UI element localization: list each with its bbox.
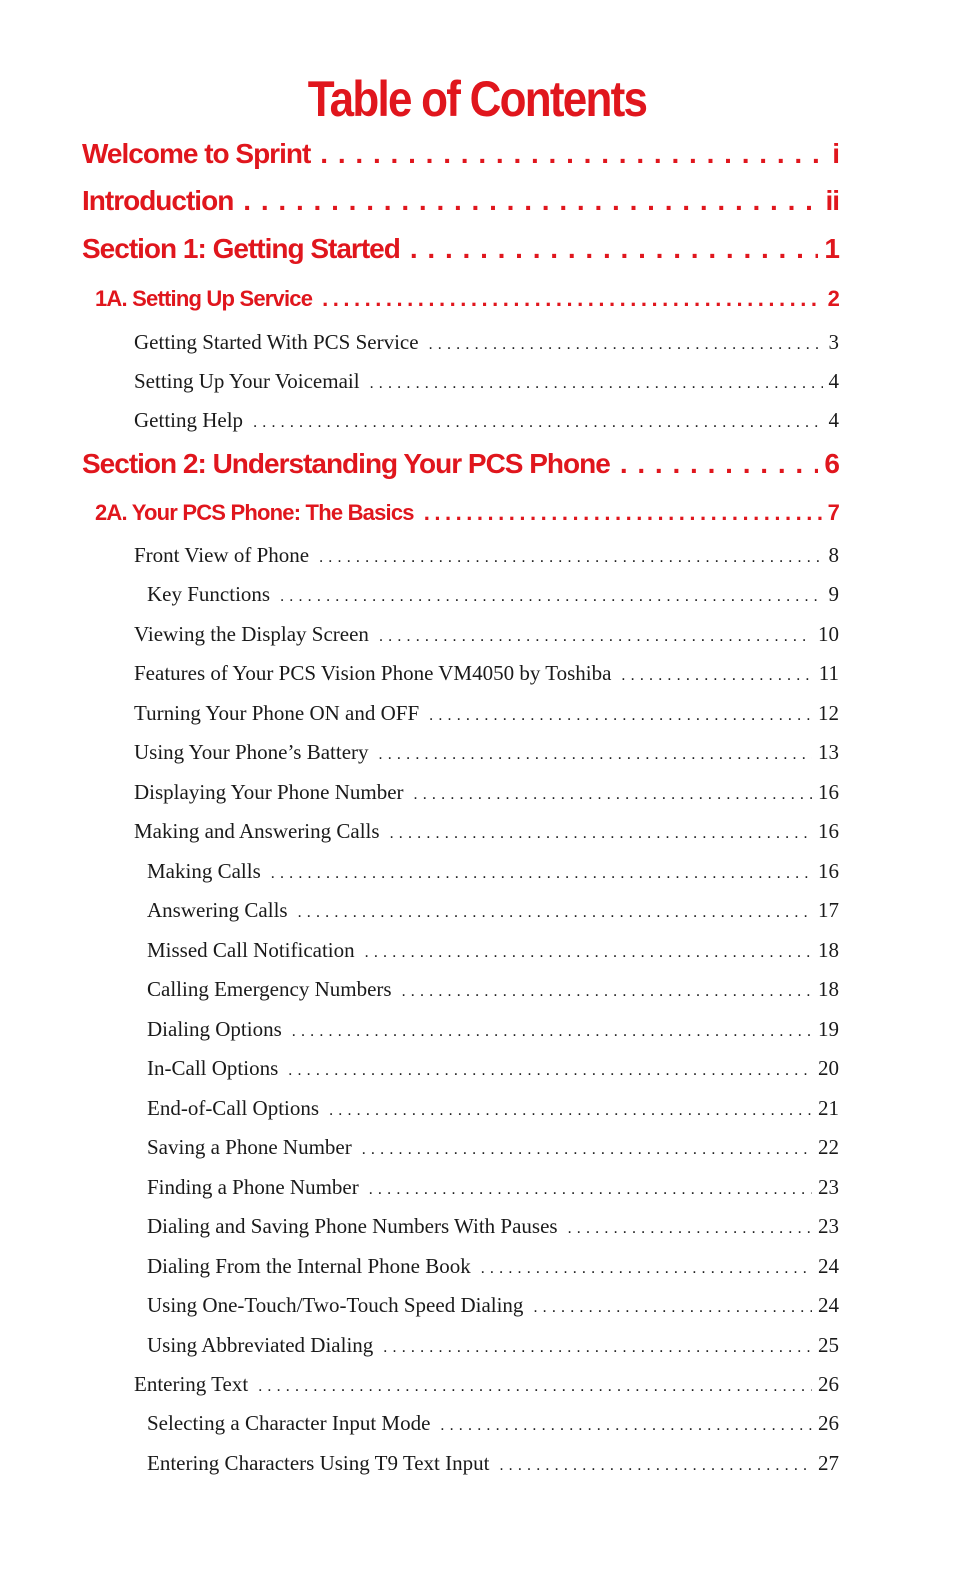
toc-entry-entering-text[interactable] bbox=[134, 1372, 839, 1397]
dot-leader bbox=[533, 1299, 812, 1317]
toc-entry-page: 27 bbox=[818, 1451, 839, 1475]
toc-entry-label: 2A. Your PCS Phone: The Basics bbox=[95, 500, 414, 525]
dot-leader bbox=[365, 944, 812, 962]
toc-entry-page: 11 bbox=[818, 661, 839, 685]
toc-entry-end-of-call[interactable] bbox=[147, 1096, 839, 1121]
toc-entry-label: Dialing From the Internal Phone Book bbox=[147, 1254, 471, 1278]
toc-entry-page: 26 bbox=[818, 1411, 839, 1435]
toc-entry-page: 3 bbox=[828, 330, 839, 354]
toc-entry-introduction[interactable] bbox=[82, 185, 839, 217]
dot-leader bbox=[379, 746, 812, 764]
dot-leader bbox=[322, 286, 821, 312]
toc-entry-getting-help[interactable] bbox=[134, 408, 839, 433]
dot-leader bbox=[298, 904, 812, 922]
toc-entry-label: Section 1: Getting Started bbox=[82, 233, 400, 264]
toc-entry-getting-started-pcs[interactable] bbox=[134, 330, 839, 355]
dot-leader bbox=[370, 375, 823, 393]
dot-leader bbox=[320, 138, 826, 170]
dot-leader bbox=[621, 667, 812, 685]
toc-entry-page: 1 bbox=[824, 233, 839, 264]
dot-leader bbox=[390, 825, 812, 843]
toc-entry-label: Features of Your PCS Vision Phone VM4050 by Toshiba bbox=[134, 661, 612, 685]
dot-leader bbox=[383, 1339, 812, 1357]
toc-entry-page: 23 bbox=[818, 1214, 839, 1238]
toc-entry-label: Finding a Phone Number bbox=[147, 1175, 359, 1199]
toc-entry-label: Viewing the Display Screen bbox=[134, 622, 369, 646]
toc-entry-label: Using Your Phone’s Battery bbox=[134, 740, 369, 764]
dot-leader bbox=[620, 448, 819, 480]
dot-leader bbox=[369, 1181, 812, 1199]
toc-entry-page: 19 bbox=[818, 1017, 839, 1041]
toc-entry-1a[interactable] bbox=[95, 286, 839, 312]
toc-entry-section-2[interactable] bbox=[82, 448, 839, 480]
toc-entry-finding-number[interactable] bbox=[147, 1175, 839, 1200]
toc-entry-page: 21 bbox=[818, 1096, 839, 1120]
toc-entry-page: 24 bbox=[818, 1293, 839, 1317]
toc-entry-page: 4 bbox=[828, 408, 839, 432]
toc-entry-display-screen[interactable] bbox=[134, 622, 839, 647]
toc-entry-page: 18 bbox=[818, 938, 839, 962]
toc-entry-input-mode[interactable] bbox=[147, 1411, 839, 1436]
toc-entry-page: 7 bbox=[827, 500, 839, 525]
dot-leader bbox=[362, 1141, 812, 1159]
toc-entry-label: End-of-Call Options bbox=[147, 1096, 320, 1120]
toc-entry-key-functions[interactable] bbox=[147, 582, 839, 607]
toc-entry-emergency[interactable] bbox=[147, 977, 839, 1002]
toc-entry-page: 10 bbox=[818, 622, 839, 646]
toc-entry-label: Front View of Phone bbox=[134, 543, 310, 567]
toc-entry-label: Making Calls bbox=[147, 859, 261, 883]
toc-entry-making-calls[interactable] bbox=[147, 859, 839, 884]
toc-entry-label: Calling Emergency Numbers bbox=[147, 977, 392, 1001]
dot-leader bbox=[440, 1417, 812, 1435]
toc-entry-page: ii bbox=[825, 185, 839, 216]
toc-entry-page: 16 bbox=[818, 780, 839, 804]
toc-entry-page: 18 bbox=[818, 977, 839, 1001]
dot-leader bbox=[424, 500, 822, 526]
toc-entry-internal-phone-book[interactable] bbox=[147, 1254, 839, 1279]
dot-leader bbox=[402, 983, 812, 1001]
toc-entry-page: i bbox=[832, 138, 839, 169]
toc-entry-label: Using Abbreviated Dialing bbox=[147, 1333, 374, 1357]
toc-entry-page: 17 bbox=[818, 898, 839, 922]
toc-entry-label: Missed Call Notification bbox=[147, 938, 355, 962]
toc-entry-label: Dialing and Saving Phone Numbers With Pauses bbox=[147, 1214, 558, 1238]
toc-entry-label: Selecting a Character Input Mode bbox=[147, 1411, 431, 1435]
toc-entry-label: Entering Text bbox=[134, 1372, 249, 1396]
dot-leader bbox=[288, 1062, 812, 1080]
dot-leader bbox=[410, 233, 819, 265]
toc-entry-in-call[interactable] bbox=[147, 1056, 839, 1081]
toc-entry-turning-on-off[interactable] bbox=[134, 701, 839, 726]
toc-entry-2a[interactable] bbox=[95, 500, 839, 526]
toc-entry-t9-input[interactable] bbox=[147, 1451, 839, 1476]
toc-entry-missed-call[interactable] bbox=[147, 938, 839, 963]
page-title: Table of Contents bbox=[307, 71, 647, 127]
dot-leader bbox=[568, 1220, 812, 1238]
toc-entry-label: Getting Started With PCS Service bbox=[134, 330, 419, 354]
toc-entry-label: Entering Characters Using T9 Text Input bbox=[147, 1451, 490, 1475]
toc-entry-page: 22 bbox=[818, 1135, 839, 1159]
toc-entry-page: 13 bbox=[818, 740, 839, 764]
toc-entry-page: 24 bbox=[818, 1254, 839, 1278]
dot-leader bbox=[271, 865, 812, 883]
toc-entry-label: Saving a Phone Number bbox=[147, 1135, 352, 1159]
dot-leader bbox=[292, 1023, 812, 1041]
toc-entry-phone-number[interactable] bbox=[134, 780, 839, 805]
toc-entry-page: 16 bbox=[818, 859, 839, 883]
toc-entry-label: Displaying Your Phone Number bbox=[134, 780, 404, 804]
dot-leader bbox=[481, 1260, 812, 1278]
dot-leader bbox=[414, 786, 812, 804]
toc-entry-label: Making and Answering Calls bbox=[134, 819, 380, 843]
toc-entry-page: 8 bbox=[828, 543, 839, 567]
toc-entry-page: 20 bbox=[818, 1056, 839, 1080]
toc-entry-making-answering[interactable] bbox=[134, 819, 839, 844]
toc-entry-label: Turning Your Phone ON and OFF bbox=[134, 701, 420, 725]
toc-entry-label: Introduction bbox=[82, 185, 234, 216]
toc-entry-speed-dialing[interactable] bbox=[147, 1293, 839, 1318]
dot-leader bbox=[319, 549, 822, 567]
toc-entry-label: Setting Up Your Voicemail bbox=[134, 369, 360, 393]
toc-entry-page: 25 bbox=[818, 1333, 839, 1357]
toc-entry-page: 4 bbox=[828, 369, 839, 393]
toc-entry-label: Answering Calls bbox=[147, 898, 288, 922]
toc-entry-label: Getting Help bbox=[134, 408, 244, 432]
toc-entry-answering-calls[interactable] bbox=[147, 898, 839, 923]
toc-entry-features[interactable] bbox=[134, 661, 839, 686]
toc-entry-label: Dialing Options bbox=[147, 1017, 282, 1041]
toc-entry-label: Key Functions bbox=[147, 582, 271, 606]
dot-leader bbox=[253, 414, 822, 432]
toc-entry-page: 9 bbox=[828, 582, 839, 606]
toc-entry-abbreviated-dialing[interactable] bbox=[147, 1333, 839, 1358]
dot-leader bbox=[429, 707, 812, 725]
toc-entry-voicemail[interactable] bbox=[134, 369, 839, 394]
dot-leader bbox=[379, 628, 812, 646]
toc-entry-page: 12 bbox=[818, 701, 839, 725]
toc-entry-page: 6 bbox=[824, 448, 839, 479]
toc-entry-front-view[interactable] bbox=[134, 543, 839, 568]
toc-entry-welcome[interactable] bbox=[82, 138, 839, 170]
toc-entry-pauses[interactable] bbox=[147, 1214, 839, 1239]
toc-entry-page: 2 bbox=[827, 286, 839, 311]
toc-entry-label: 1A. Setting Up Service bbox=[95, 286, 313, 311]
dot-leader bbox=[243, 185, 819, 217]
toc-entry-label: In-Call Options bbox=[147, 1056, 279, 1080]
dot-leader bbox=[280, 588, 822, 606]
dot-leader bbox=[499, 1457, 812, 1475]
toc-entry-label: Using One-Touch/Two-Touch Speed Dialing bbox=[147, 1293, 524, 1317]
toc-entry-saving-number[interactable] bbox=[147, 1135, 839, 1160]
dot-leader bbox=[429, 336, 823, 354]
toc-entry-dialing-options[interactable] bbox=[147, 1017, 839, 1042]
toc-entry-label: Section 2: Understanding Your PCS Phone bbox=[82, 448, 610, 479]
toc-entry-page: 26 bbox=[818, 1372, 839, 1396]
dot-leader bbox=[329, 1102, 812, 1120]
toc-entry-page: 16 bbox=[818, 819, 839, 843]
dot-leader bbox=[258, 1378, 812, 1396]
toc-entry-section-1[interactable] bbox=[82, 233, 839, 265]
toc-entry-page: 23 bbox=[818, 1175, 839, 1199]
toc-entry-battery[interactable] bbox=[134, 740, 839, 765]
toc-entry-label: Welcome to Sprint bbox=[82, 138, 311, 169]
